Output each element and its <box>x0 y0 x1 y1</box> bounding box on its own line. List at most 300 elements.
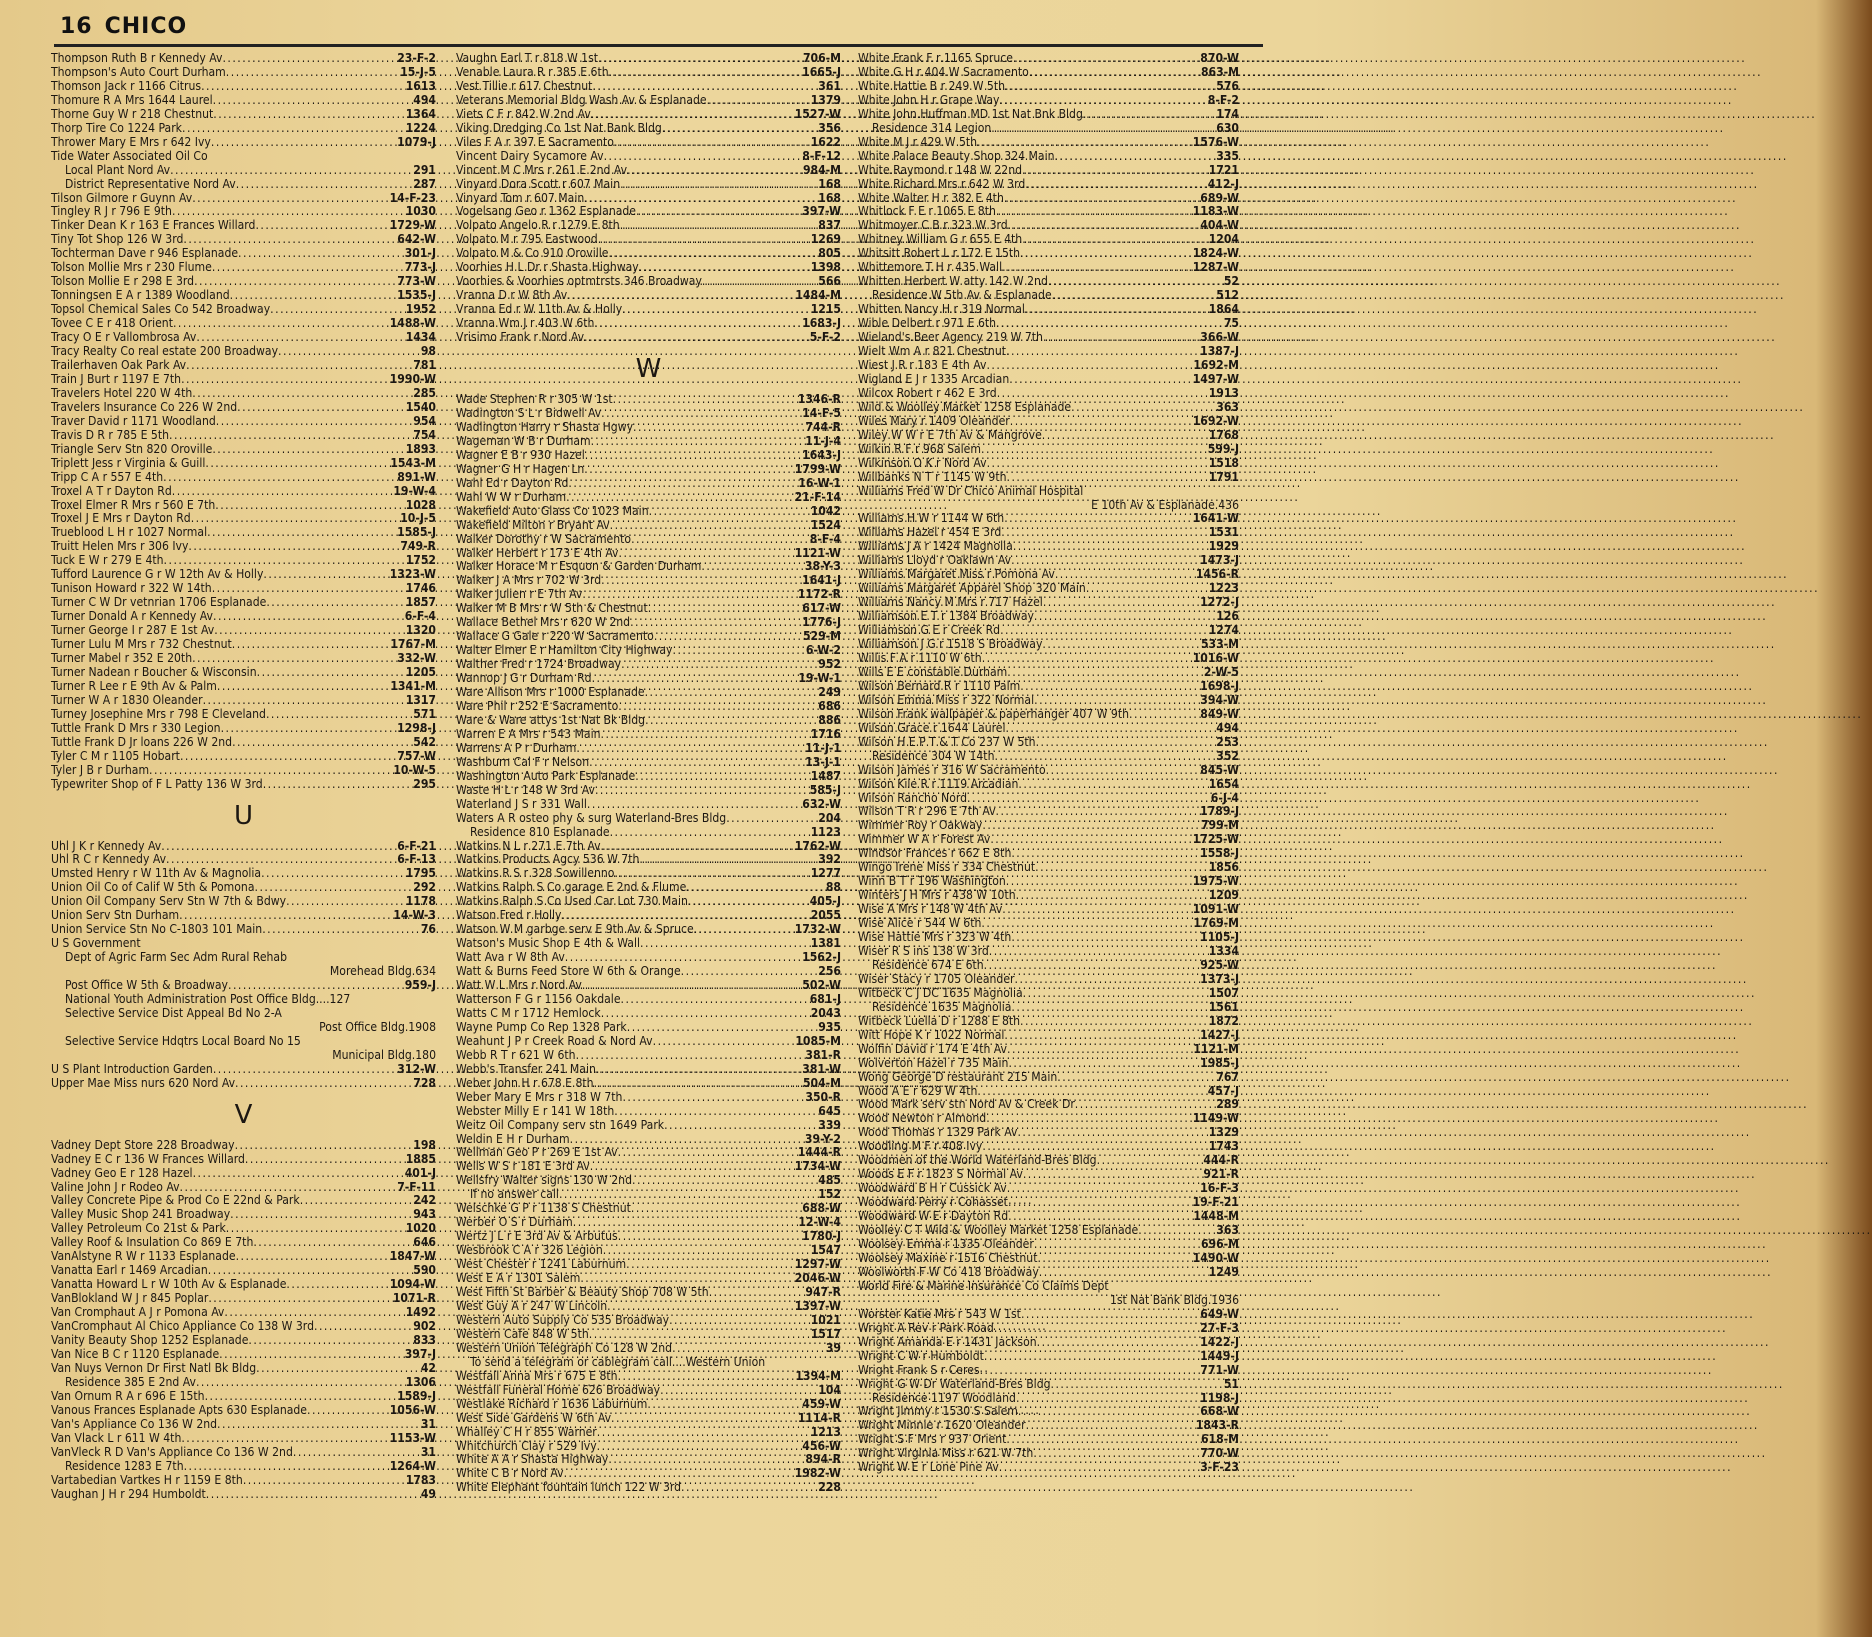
listing-name: Williams H W r 1144 W 6th <box>858 511 1005 526</box>
listing-entry <box>456 150 841 164</box>
listing-entry <box>456 435 841 449</box>
listing-name: VanAlstyne R W r 1133 Esplanade <box>51 1249 236 1264</box>
phone-number: 749-R <box>400 539 436 554</box>
dot-leader <box>1017 1126 1208 1140</box>
phone-number: 1734-W <box>794 1159 841 1174</box>
phone-number: 1306 <box>405 1374 436 1389</box>
phone-number: 13-J-1 <box>805 754 841 769</box>
dot-leader <box>256 1362 421 1376</box>
phone-number: 12-W-4 <box>798 1215 841 1230</box>
dot-leader <box>633 421 805 435</box>
dot-leader <box>172 485 394 499</box>
dot-leader <box>990 833 1192 847</box>
listing-name: Weahunt J P r Creek Road & Nord Av <box>456 1033 653 1048</box>
listing-entry <box>456 94 841 108</box>
listing-entry <box>858 764 1239 778</box>
listing-name: Waterland J S r 331 Wall <box>456 796 587 811</box>
dot-leader <box>314 1320 413 1334</box>
listing-entry <box>456 798 841 812</box>
phone-number: 1178 <box>405 894 436 909</box>
phone-number: 242 <box>413 1193 436 1208</box>
listing-entry <box>456 1467 841 1481</box>
phone-number: 1264-W <box>389 1458 436 1473</box>
listing-name: Wood Thomas r 1329 Park Av <box>858 1125 1018 1140</box>
listing-entry <box>858 373 1239 387</box>
phone-number: 1387-J <box>1200 344 1239 359</box>
listing-entry <box>456 233 841 247</box>
phone-number: 2043 <box>810 1005 841 1020</box>
phone-number: 1746 <box>405 581 436 596</box>
dot-leader <box>611 1412 798 1426</box>
dot-leader <box>172 205 406 219</box>
dot-leader <box>1039 1266 1209 1280</box>
phone-number: 646 <box>413 1235 436 1250</box>
phone-number: 943 <box>413 1207 436 1222</box>
listing-entry <box>456 52 841 66</box>
dot-leader <box>594 317 802 331</box>
dot-leader <box>207 526 397 540</box>
listing-entry <box>858 931 1239 945</box>
dot-leader <box>262 923 421 937</box>
listing-name: Watt Ava r W 8th Av <box>456 950 565 965</box>
phone-number: 894-R <box>805 1452 841 1467</box>
dot-leader <box>1018 1405 1200 1419</box>
dot-leader <box>609 66 803 80</box>
phone-number: 2055 <box>810 908 841 923</box>
listing-name: Wellman Geo P r 269 E 1st Av <box>456 1145 618 1160</box>
listing-name: West Fifth St Barber & Beauty Shop 708 W 5th <box>456 1285 709 1300</box>
dot-leader <box>608 1453 805 1467</box>
dot-leader <box>613 393 798 407</box>
dot-leader <box>180 1181 398 1195</box>
phone-number: 1198-J <box>1200 1390 1239 1405</box>
phone-number: 1085-M <box>795 1033 841 1048</box>
listing-name: Waste H L r 148 W 3rd Av <box>456 782 595 797</box>
listing-name: Wayne Pump Co Rep 1328 Park <box>456 1019 627 1034</box>
listing-name: Wigland E J r 1335 Arcadian <box>858 371 1010 386</box>
listing-name: Weber John H r 678 E 8th <box>456 1075 594 1090</box>
dot-leader <box>592 80 818 94</box>
listing-entry <box>858 401 1239 415</box>
listing-name: Washburn Cal F r Nelson <box>456 754 590 769</box>
dot-leader <box>261 867 406 881</box>
dot-leader <box>564 1467 795 1481</box>
phone-number: 1665-J <box>802 64 841 79</box>
phone-number: 16-W-1 <box>798 475 841 490</box>
listing-entry <box>456 122 841 136</box>
listing-entry <box>51 652 436 666</box>
phone-number: 51 <box>1223 1376 1239 1391</box>
phone-number: 767 <box>1216 1069 1239 1084</box>
listing-entry <box>456 1286 841 1300</box>
listing-entry <box>858 945 1239 959</box>
dot-leader <box>191 512 400 526</box>
listing-entry <box>858 415 1239 429</box>
listing-entry <box>51 1460 436 1474</box>
dot-leader <box>559 1188 818 1202</box>
dot-leader <box>614 136 811 150</box>
listing-entry <box>456 1077 841 1091</box>
dot-leader <box>213 94 414 108</box>
listing-entry <box>456 80 841 94</box>
listing-name: Wielt Wm A r 821 Chestnut <box>858 344 1006 359</box>
phone-number: 1114-R <box>797 1410 841 1425</box>
phone-number: 1857 <box>405 595 436 610</box>
phone-number: 668-W <box>1200 1404 1239 1419</box>
listing-name: Wilson Emma Miss r 322 Normal <box>858 692 1035 707</box>
dot-leader <box>213 610 405 624</box>
listing-name: Turner W A r 1830 Oleander <box>51 692 203 707</box>
phone-number: 1223 <box>1208 581 1239 596</box>
listing-name: Wilson T R r 296 E 7th Av <box>858 804 996 819</box>
phone-number: 681-J <box>809 992 841 1006</box>
phone-number: 1287-W <box>1192 260 1239 275</box>
dot-leader <box>681 1481 818 1495</box>
listing-name: Wilson H E P T & T Co 237 W 5th <box>858 734 1036 749</box>
listing-name: Wood Newton r Almond <box>858 1111 987 1126</box>
dot-leader <box>614 1105 818 1119</box>
listing-name: VanCromphaut Al Chico Appliance Co 138 W 3rd <box>51 1319 314 1334</box>
listing-entry <box>456 477 841 491</box>
dot-leader <box>1007 471 1209 485</box>
listing-name: Watts C M r 1712 Hemlock <box>456 1005 601 1020</box>
phone-number: 1183-W <box>1192 204 1239 219</box>
listing-entry <box>456 1342 841 1356</box>
phone-number: 1298-J <box>397 720 436 735</box>
dot-leader <box>587 798 802 812</box>
dot-leader <box>619 547 795 561</box>
listing-entry <box>858 512 1239 526</box>
dot-leader <box>582 588 797 602</box>
listing-name: Watt W L Mrs r Nord Av <box>456 978 582 993</box>
phone-number: 88 <box>825 880 841 895</box>
dot-leader <box>300 1194 414 1208</box>
dot-leader <box>1000 94 1208 108</box>
listing-name: Wellsfry Walter signs 130 W 2nd <box>456 1173 632 1188</box>
phone-number: 833 <box>413 1333 436 1348</box>
listing-heading: Selective Service Dist Appeal Bd No 2-A <box>65 1005 282 1020</box>
listing-entry <box>456 560 841 574</box>
listing-name: Winters J H Mrs r 438 W 10th <box>858 888 1016 903</box>
phone-number: 770-W <box>1200 1446 1239 1461</box>
dot-leader <box>618 700 818 714</box>
phone-number: 1346-R <box>797 392 841 407</box>
phone-number: 984-M <box>802 162 841 177</box>
phone-number: 571 <box>413 706 436 721</box>
listing-entry <box>51 1376 436 1390</box>
dot-leader <box>1021 1308 1200 1322</box>
dot-leader <box>257 666 406 680</box>
listing-entry <box>51 1446 436 1460</box>
listing-entry <box>456 616 841 630</box>
dot-leader <box>214 624 406 638</box>
dot-leader <box>997 387 1209 401</box>
phone-number: 925-W <box>1200 957 1239 972</box>
phone-number: 1780-J <box>802 1229 841 1244</box>
directory-column-1 <box>51 52 436 1501</box>
dot-leader <box>1129 708 1200 722</box>
dot-leader <box>610 826 811 840</box>
listing-name: Vartabedian Vartkes H r 1159 E 8th <box>51 1472 243 1487</box>
listing-entry <box>51 610 436 624</box>
phone-number: 363 <box>1216 1223 1239 1238</box>
dot-leader <box>982 1140 1208 1154</box>
phone-number: 295 <box>413 776 436 791</box>
phone-number: 1121-M <box>1193 1041 1239 1056</box>
listing-name: Watson Fred r Holly <box>456 908 562 923</box>
listing-entry <box>858 178 1239 192</box>
phone-number: 21-F-14 <box>794 489 841 504</box>
dot-leader <box>1034 694 1200 708</box>
listing-entry <box>858 750 1239 764</box>
dot-leader <box>618 1230 802 1244</box>
listing-entry <box>858 805 1239 819</box>
listing-name: Thomson Jack r 1166 Citrus <box>51 78 202 93</box>
listing-heading: World Fire & Marine Insurance Co Claims Dept <box>858 1278 1109 1293</box>
phone-number: 1020 <box>405 1221 436 1236</box>
phone-number: 1885 <box>405 1151 436 1166</box>
page-title: CHICO <box>104 14 188 39</box>
listing-entry <box>858 150 1239 164</box>
listing-entry <box>858 680 1239 694</box>
dot-leader <box>604 150 803 164</box>
listing-entry <box>858 1098 1239 1112</box>
listing-name: Vincent M C Mrs r 261 E 2nd Av <box>456 162 628 177</box>
phone-number: 1576-W <box>1192 134 1239 149</box>
dot-leader <box>989 945 1209 959</box>
listing-entry <box>51 136 436 150</box>
listing-entry <box>51 275 436 289</box>
listing-name: Van Cromphaut A J r Pomona Av <box>51 1305 225 1320</box>
listing-name: White A A r Shasta Highway <box>456 1452 609 1467</box>
listing-name: Werber O S r Durham <box>456 1215 573 1230</box>
dot-leader <box>726 812 818 826</box>
listing-name: Wise Alice r 544 W 6th <box>858 916 982 931</box>
listing-name: Turner Nadean r Boucher & Wisconsin <box>51 664 257 679</box>
dot-leader <box>1010 415 1193 429</box>
listing-name: Weber Mary E Mrs r 318 W 7th <box>456 1089 623 1104</box>
listing-entry <box>456 1133 841 1147</box>
phone-number: 168 <box>818 176 841 191</box>
listing-name: Wright Frank S r Ceres <box>858 1362 980 1377</box>
listing-name: Topsol Chemical Sales Co 542 Broadway <box>51 302 271 317</box>
listing-entry <box>456 756 841 770</box>
listing-entry <box>858 568 1239 582</box>
dot-leader <box>1043 596 1200 610</box>
listing-entry <box>456 728 841 742</box>
listing-name: Walker Julien r E 7th Av <box>456 587 583 602</box>
listing-name: Western Union Telegraph Co 128 W 2nd <box>456 1340 673 1355</box>
dot-leader <box>232 736 413 750</box>
phone-number: 542 <box>413 734 436 749</box>
listing-name: Vanity Beauty Shop 1252 Esplanade <box>51 1333 249 1348</box>
phone-number: 10-W-5 <box>393 762 436 777</box>
listing-name: Travis D R r 785 E 5th <box>51 427 169 442</box>
phone-number: 1721 <box>1208 162 1239 177</box>
listing-entry <box>858 778 1239 792</box>
dot-leader <box>1011 1001 1208 1015</box>
listing-name: Trailerhaven Oak Park Av <box>51 357 187 372</box>
phone-number: 2-W-5 <box>1203 664 1239 679</box>
dot-leader <box>576 742 805 756</box>
phone-number: 1492 <box>405 1305 436 1320</box>
listing-entry <box>858 1112 1239 1126</box>
phone-number: 6-F-21 <box>397 838 436 853</box>
section-letter: U <box>233 800 254 831</box>
dot-leader <box>1016 889 1209 903</box>
listing-name: Tochterman Dave r 946 Esplanade <box>51 246 239 261</box>
listing-name: West Chester r 1241 Laburnum <box>456 1257 627 1272</box>
phone-number: 1224 <box>405 120 436 135</box>
phone-number: 168 <box>818 190 841 205</box>
phone-number: 1872 <box>1208 1013 1239 1028</box>
listing-entry <box>456 1258 841 1272</box>
listing-continuation: Municipal Bldg.180 <box>332 1047 436 1062</box>
listing-entry <box>456 658 841 672</box>
listing-entry <box>858 861 1239 875</box>
listing-entry <box>51 1153 436 1167</box>
dot-leader <box>1008 1196 1193 1210</box>
phone-number: 405-J <box>809 894 841 909</box>
listing-entry <box>456 1216 841 1230</box>
listing-name: Washington Auto Park Esplanade <box>456 768 636 783</box>
page-header <box>60 14 187 39</box>
listing-entry <box>858 1182 1239 1196</box>
listing-entry <box>858 1154 1239 1168</box>
phone-number: 352 <box>1216 748 1239 763</box>
listing-name: Wiser R S ins 138 W 3rd <box>858 944 989 958</box>
listing-entry <box>51 205 436 219</box>
listing-name: Vanatta Earl r 1469 Arcadian <box>51 1263 208 1278</box>
phone-number: 404-W <box>1200 218 1239 233</box>
phone-number: 1274 <box>1208 623 1239 638</box>
listing-entry <box>51 1362 436 1376</box>
dot-leader <box>224 1306 405 1320</box>
listing-entry <box>858 1378 1239 1392</box>
dot-leader <box>226 1222 406 1236</box>
listing-entry <box>858 1238 1239 1252</box>
dot-leader <box>1022 233 1209 247</box>
listing-name: Walker Herbert r 173 E 4th Av <box>456 545 619 560</box>
listing-continuation: Morehead Bldg.634 <box>329 964 436 979</box>
listing-name: Van's Appliance Co 136 W 2nd <box>51 1416 218 1431</box>
listing-name: Winn B T r 196 Washington <box>858 874 1006 889</box>
phone-number: 781 <box>413 357 436 372</box>
phone-number: 1654 <box>1208 776 1239 791</box>
dot-leader <box>673 644 806 658</box>
phone-number: 27-F-3 <box>1200 1320 1239 1335</box>
listing-name: Tonningsen E A r 1389 Woodland <box>51 288 230 303</box>
dot-leader <box>610 519 811 533</box>
dot-leader <box>621 658 818 672</box>
phone-number: 959-J <box>404 978 436 993</box>
phone-number: 590 <box>413 1263 436 1278</box>
listing-name: White Raymond r 148 W 22nd <box>858 162 1023 177</box>
listing-entry <box>858 554 1239 568</box>
phone-number: 935 <box>818 1019 841 1034</box>
listing-name: Woolworth F W Co 418 Broadway <box>858 1264 1039 1279</box>
listing-name: Wright Virginia Miss r 621 W 7th <box>858 1446 1034 1461</box>
phone-number: 728 <box>413 1075 436 1090</box>
dot-leader <box>1034 1238 1201 1252</box>
phone-number: 394-W <box>1200 692 1239 707</box>
phone-number: 7-F-11 <box>397 1179 436 1194</box>
dot-leader <box>662 122 818 136</box>
dot-leader <box>645 714 818 728</box>
listing-entry <box>51 401 436 415</box>
listing-name: White John Huffman MD 1st Nat Bnk Bldg <box>858 106 1083 121</box>
listing-entry <box>51 485 436 499</box>
listing-name: Wilson Bernard R r 1110 Palm <box>858 678 1021 693</box>
phone-number: 52 <box>1223 274 1239 289</box>
phone-number: 1558-J <box>1200 846 1239 861</box>
listing-name: Volpato Angelo R r 1279 E 8th <box>456 218 620 233</box>
phone-number: 1547 <box>810 1243 841 1258</box>
listing-name: Webb R T r 621 W 6th <box>456 1047 576 1062</box>
dot-leader <box>601 840 795 854</box>
listing-entry <box>858 708 1239 722</box>
listing-entry <box>51 1320 436 1334</box>
listing-name: Triangle Serv Stn 820 Oroville <box>51 441 213 456</box>
phone-number: 2046-W <box>794 1271 841 1286</box>
phone-number: 1762-W <box>794 838 841 853</box>
dot-leader <box>589 1328 811 1342</box>
dot-leader <box>219 1348 405 1362</box>
dot-leader <box>991 122 1216 136</box>
phone-number: 805 <box>818 246 841 261</box>
dot-leader <box>566 491 795 505</box>
phone-number: 174 <box>1216 106 1239 121</box>
listing-entry <box>51 94 436 108</box>
listing-name: Tyler C M r 1105 Hobart <box>51 748 180 763</box>
listing-entry <box>858 303 1239 317</box>
listing-entry <box>51 909 436 923</box>
listing-entry <box>456 895 841 909</box>
listing-entry <box>456 317 841 331</box>
listing-entry <box>456 1146 841 1160</box>
phone-number: 689-W <box>1200 190 1239 205</box>
listing-entry <box>456 219 841 233</box>
listing-entry <box>51 1334 436 1348</box>
phone-number: 1042 <box>810 503 841 518</box>
phone-number: 1397-W <box>794 1298 841 1313</box>
dot-leader <box>589 756 805 770</box>
dot-leader <box>196 331 405 345</box>
listing-name: Umsted Henry r W 11th Av & Magnolia <box>51 866 262 881</box>
phone-number: 312-W <box>397 1061 436 1076</box>
listing-heading: Williams Fred W Dr Chico Animal Hospital <box>858 483 1084 498</box>
listing-name: Wiest J R r 183 E 4th Av <box>858 357 987 372</box>
listing-name: Thrower Mary E Mrs r 642 Ivy <box>51 134 211 149</box>
listing-name: Wannop J G r Durham Rd <box>456 671 592 686</box>
dot-leader <box>639 261 811 275</box>
dot-leader <box>981 443 1208 457</box>
phone-number: 1776-J <box>802 615 841 630</box>
dot-leader <box>1055 150 1217 164</box>
phone-number: 1856 <box>1208 860 1239 875</box>
listing-entry <box>456 588 841 602</box>
listing-heading: Selective Service Hdqtrs Local Board No 15 <box>65 1033 301 1048</box>
listing-name: Van Nice B C r 1120 Esplanade <box>51 1346 220 1361</box>
phone-number: 1434 <box>405 330 436 345</box>
listing-entry <box>456 178 841 192</box>
listing-name: Typewriter Shop of F L Patty 136 W 3rd <box>51 776 263 791</box>
listing-name: Wilson Grace r 1644 Laurel <box>858 720 1006 735</box>
dot-leader <box>1005 80 1216 94</box>
listing-entry <box>51 840 436 854</box>
phone-number: 1297-W <box>794 1257 841 1272</box>
listing-entry <box>456 247 841 261</box>
